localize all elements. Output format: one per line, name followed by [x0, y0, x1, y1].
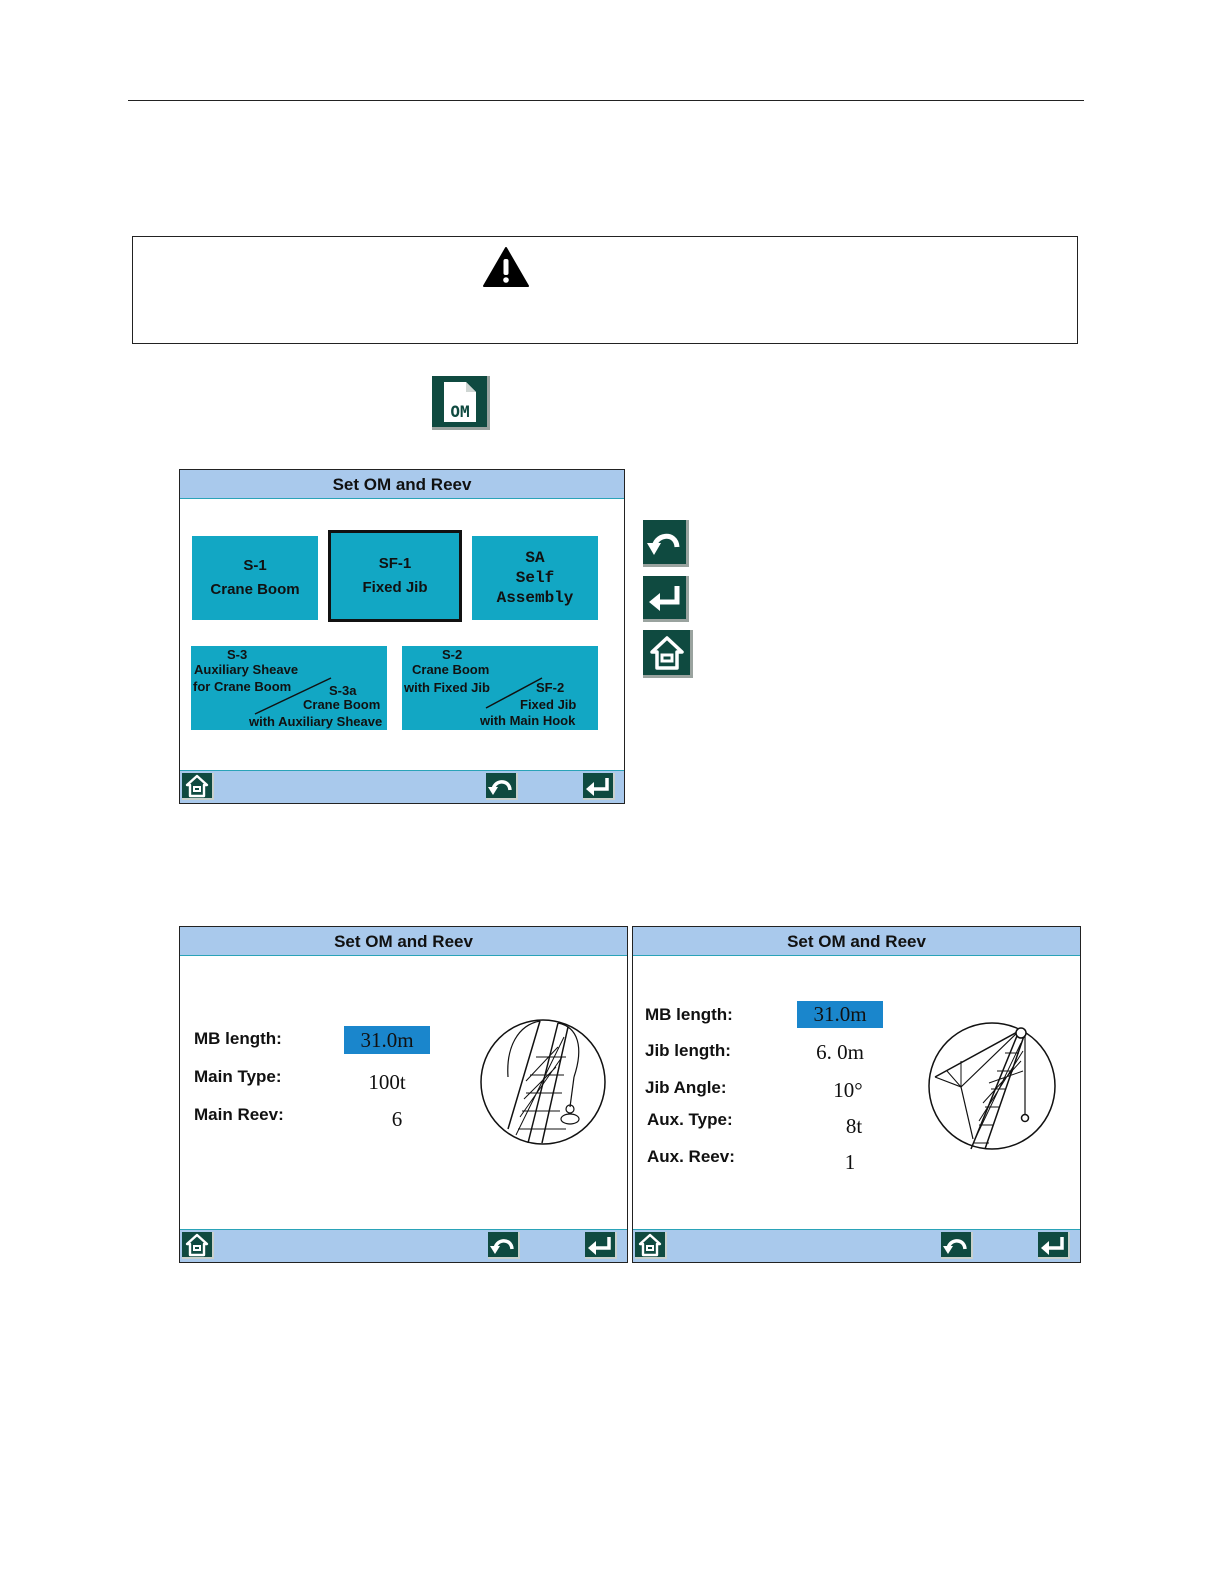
tile-label: for Crane Boom — [193, 679, 292, 694]
om-file-icon[interactable] — [432, 376, 490, 430]
crane-boom-screen — [179, 926, 628, 1263]
tile-label: Fixed Jib — [520, 697, 577, 712]
tile-label: with Main Hook — [480, 713, 576, 728]
warning-box — [132, 236, 1078, 344]
enter-icon — [585, 775, 611, 797]
tile-label: Crane Boom — [303, 697, 381, 712]
home-icon — [185, 774, 209, 798]
tile-label: Fixed Jib — [362, 579, 428, 596]
enter-button[interactable] — [583, 773, 615, 800]
svg-text:OM: OM — [449, 401, 470, 421]
main-reev-label: Main Reev: — [194, 1105, 284, 1124]
jib-length-value[interactable]: 6. 0m — [816, 1040, 864, 1064]
tile-label: with Fixed Jib — [404, 680, 490, 695]
back-arrow-icon — [490, 1234, 516, 1256]
screen-title: Set OM and Reev — [180, 927, 627, 956]
jib-length-label: Jib length: — [645, 1041, 731, 1060]
screen-title: Set OM and Reev — [633, 927, 1080, 956]
back-arrow-icon[interactable] — [643, 520, 689, 567]
tile-label: Crane Boom — [412, 662, 490, 677]
aux-reev-label: Aux. Reev: — [647, 1147, 735, 1166]
top-rule — [128, 100, 1084, 101]
mb-length-label: MB length: — [194, 1029, 282, 1048]
back-button[interactable] — [488, 1232, 520, 1259]
mb-length-value[interactable]: 31.0m — [344, 1026, 430, 1054]
tile-label: Auxiliary Sheave — [194, 662, 299, 677]
tile-code: S-2 — [442, 647, 463, 662]
om-selection-screen — [179, 469, 625, 804]
warning-triangle-icon — [482, 246, 530, 288]
home-icon — [638, 1233, 662, 1257]
enter-icon — [1040, 1234, 1066, 1256]
tile-code: S-1 — [243, 557, 267, 574]
main-reev-value[interactable]: 6 — [391, 1107, 403, 1131]
tile-sf1-fixed-jib[interactable] — [328, 530, 462, 622]
mb-length-value[interactable]: 31.0m — [797, 1001, 883, 1028]
tile-label: with Auxiliary Sheave — [249, 714, 383, 729]
tile-label: Assembly — [496, 589, 574, 607]
tile-code: S-3 — [227, 647, 248, 662]
enter-icon[interactable] — [643, 576, 689, 622]
tile-sa-self-assembly[interactable] — [472, 536, 598, 620]
home-icon[interactable] — [643, 630, 693, 678]
aux-type-value[interactable]: 8t — [845, 1114, 863, 1138]
home-icon — [185, 1233, 209, 1257]
tile-code: SF-1 — [378, 555, 412, 572]
back-arrow-icon — [943, 1234, 969, 1256]
screen-title: Set OM and Reev — [180, 470, 624, 499]
crane-boom-diagram — [478, 1017, 608, 1147]
enter-icon — [587, 1234, 613, 1256]
home-button[interactable] — [635, 1232, 667, 1259]
tile-s1-crane-boom[interactable] — [192, 536, 318, 620]
aux-reev-value[interactable]: 1 — [844, 1150, 856, 1174]
back-arrow-icon — [488, 775, 514, 797]
back-button[interactable] — [941, 1232, 973, 1259]
home-button[interactable] — [182, 1232, 214, 1259]
jib-angle-label: Jib Angle: — [645, 1078, 727, 1097]
tile-s2-crane-boom-fixed-jib[interactable] — [402, 646, 598, 730]
back-button[interactable] — [486, 773, 518, 800]
enter-button[interactable] — [1038, 1232, 1070, 1259]
tile-s3-auxiliary-sheave[interactable] — [191, 646, 387, 730]
tile-code: SA — [525, 549, 545, 567]
main-type-value[interactable]: 100t — [368, 1070, 406, 1094]
aux-type-label: Aux. Type: — [647, 1110, 733, 1129]
fixed-jib-diagram — [927, 1021, 1057, 1151]
enter-button[interactable] — [585, 1232, 617, 1259]
jib-angle-value[interactable]: 10° — [833, 1078, 863, 1102]
tile-label: Crane Boom — [210, 581, 300, 598]
tile-label: Self — [515, 569, 555, 587]
fixed-jib-screen — [632, 926, 1081, 1263]
screen-footer — [633, 1229, 1080, 1262]
screen-footer — [180, 1229, 627, 1262]
screen-footer — [180, 770, 624, 803]
main-type-label: Main Type: — [194, 1067, 282, 1086]
mb-length-label: MB length: — [645, 1005, 733, 1024]
home-button[interactable] — [182, 773, 214, 800]
tile-code: S-3a — [329, 683, 357, 698]
tile-code: SF-2 — [536, 680, 565, 695]
